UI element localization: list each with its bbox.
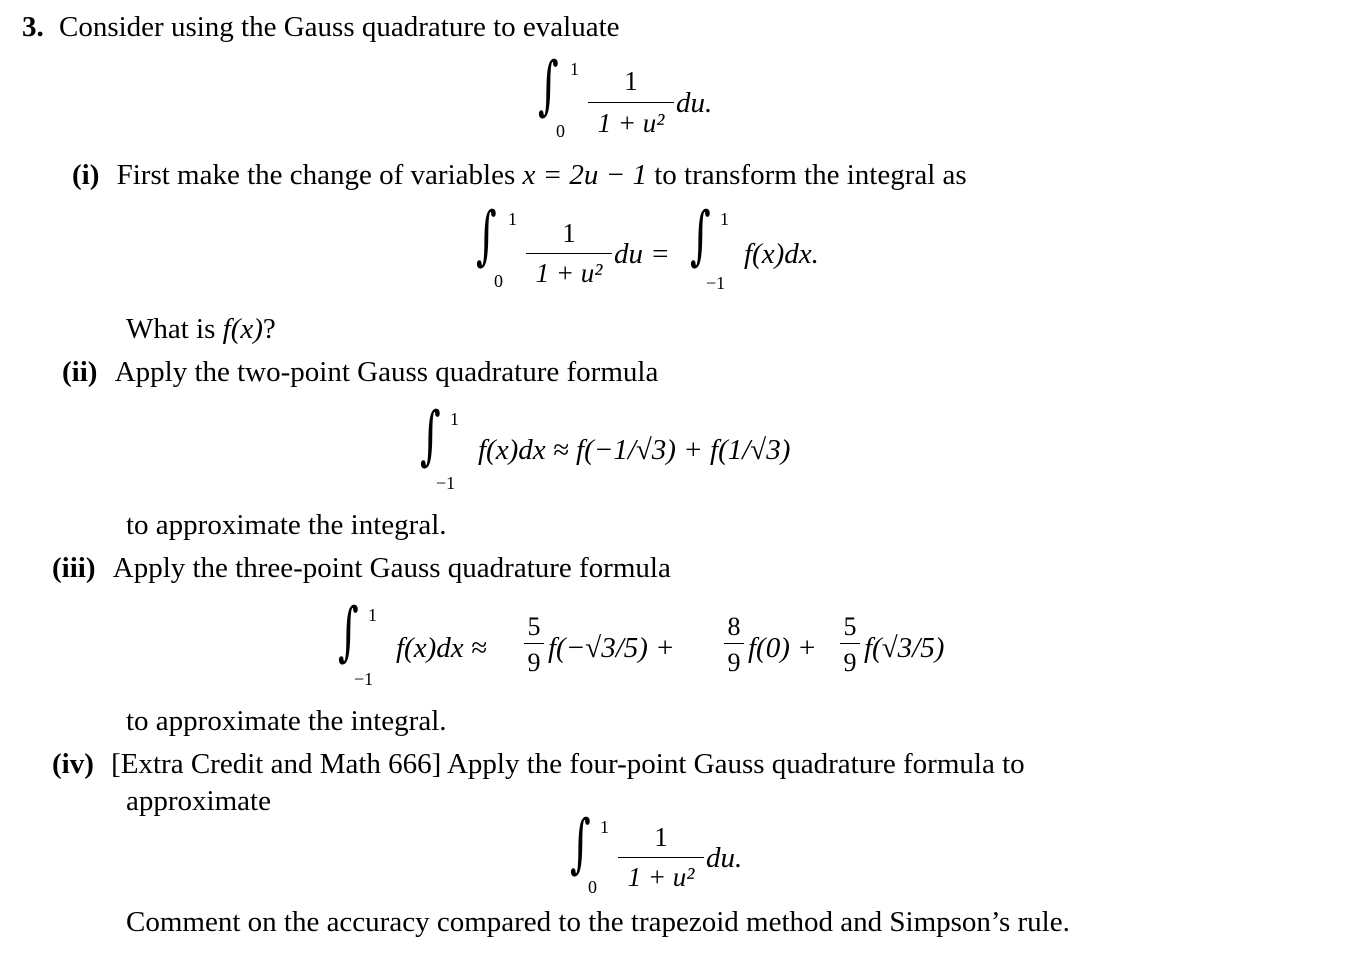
lower-limit: 0: [588, 877, 597, 897]
two-point-formula: f(x)dx ≈ f(−1/√3) + f(1/√3): [478, 434, 791, 466]
weight-1-num: 5: [527, 612, 541, 641]
part-iii-after: to approximate the integral.: [126, 705, 447, 737]
fraction-denominator: 1 + u²: [535, 258, 603, 288]
part-i-question: [126, 312, 276, 346]
integral-sign: ∫: [538, 49, 559, 123]
problem-heading: [22, 10, 620, 44]
problem-number: 3.: [22, 11, 44, 43]
problem-intro: Consider using the Gauss quadrature to evaluate: [59, 11, 620, 43]
part-i-text-b: to transform the integral as: [647, 159, 967, 191]
upper-limit: 1: [570, 59, 579, 79]
integral-sign: ∫: [338, 595, 359, 669]
part-ii-after: to approximate the integral.: [126, 509, 447, 541]
fraction-bar: [618, 857, 704, 858]
part-i-equation: x = 2u − 1: [522, 159, 647, 191]
term-1: f(−√3/5) +: [548, 632, 675, 664]
integral-tail: du.: [676, 87, 713, 119]
weight-3-den: 9: [843, 648, 857, 677]
integral-sign: ∫: [690, 199, 711, 273]
weight-2-den: 9: [727, 648, 741, 677]
upper-limit: 1: [450, 409, 459, 429]
part-iv-text: [Extra Credit and Math 666] Apply the four-point Gauss quadrature formula to: [111, 748, 1025, 780]
part-ii-text: Apply the two-point Gauss quadrature formula: [114, 356, 659, 388]
fraction-bar: [724, 643, 744, 644]
question-text: What is: [126, 313, 223, 345]
fraction-numerator: 1: [654, 822, 668, 852]
question-fx: f(x): [222, 313, 263, 345]
rhs-body: f(x)dx.: [744, 238, 819, 270]
lower-limit: −1: [706, 273, 726, 293]
part-iii-label: (iii): [52, 552, 96, 584]
integral-sign: ∫: [476, 199, 497, 273]
lower-limit: −1: [436, 473, 456, 493]
fraction-bar: [840, 643, 860, 644]
fraction-numerator: 1: [624, 66, 638, 96]
lower-limit: −1: [354, 669, 374, 689]
fraction-denominator: 1 + u²: [597, 108, 665, 138]
part-iv-line: [52, 747, 1025, 781]
fraction-numerator: 1: [562, 218, 576, 248]
fraction-bar: [588, 102, 674, 103]
part-ii-line: [62, 355, 658, 389]
part-iii-text: Apply the three-point Gauss quadrature formula: [112, 552, 671, 584]
part-i-label: (i): [72, 159, 100, 191]
integral-sign: ∫: [420, 399, 441, 473]
part-iv-label: (iv): [52, 748, 94, 780]
upper-limit: 1: [720, 209, 729, 229]
upper-limit: 1: [600, 817, 609, 837]
fraction-denominator: 1 + u²: [627, 862, 695, 892]
part-i-line: [72, 158, 967, 192]
part-iii-line: [52, 551, 671, 585]
part-iv-comment: Comment on the accuracy compared to the trapezoid method and Simpson’s rule.: [126, 906, 1070, 938]
part-i-text-a: First make the change of variables: [116, 159, 523, 191]
part-ii-label: (ii): [62, 356, 98, 388]
integral-tail: du.: [706, 842, 743, 874]
weight-1-den: 9: [527, 648, 541, 677]
weight-3-num: 5: [843, 612, 857, 641]
fraction-bar: [526, 253, 612, 254]
weight-2-num: 8: [727, 612, 741, 641]
term-3: f(√3/5): [864, 632, 945, 664]
lower-limit: 0: [556, 121, 565, 141]
three-point-lead: f(x)dx ≈: [396, 632, 487, 664]
fraction-bar: [524, 643, 544, 644]
question-mark: ?: [262, 313, 276, 345]
term-2: f(0) +: [748, 632, 817, 664]
lower-limit: 0: [494, 271, 503, 291]
upper-limit: 1: [368, 605, 377, 625]
upper-limit: 1: [508, 209, 517, 229]
part-iv-text2: approximate: [126, 785, 271, 817]
integral-sign: ∫: [570, 807, 591, 881]
lhs-tail: du =: [614, 238, 670, 270]
